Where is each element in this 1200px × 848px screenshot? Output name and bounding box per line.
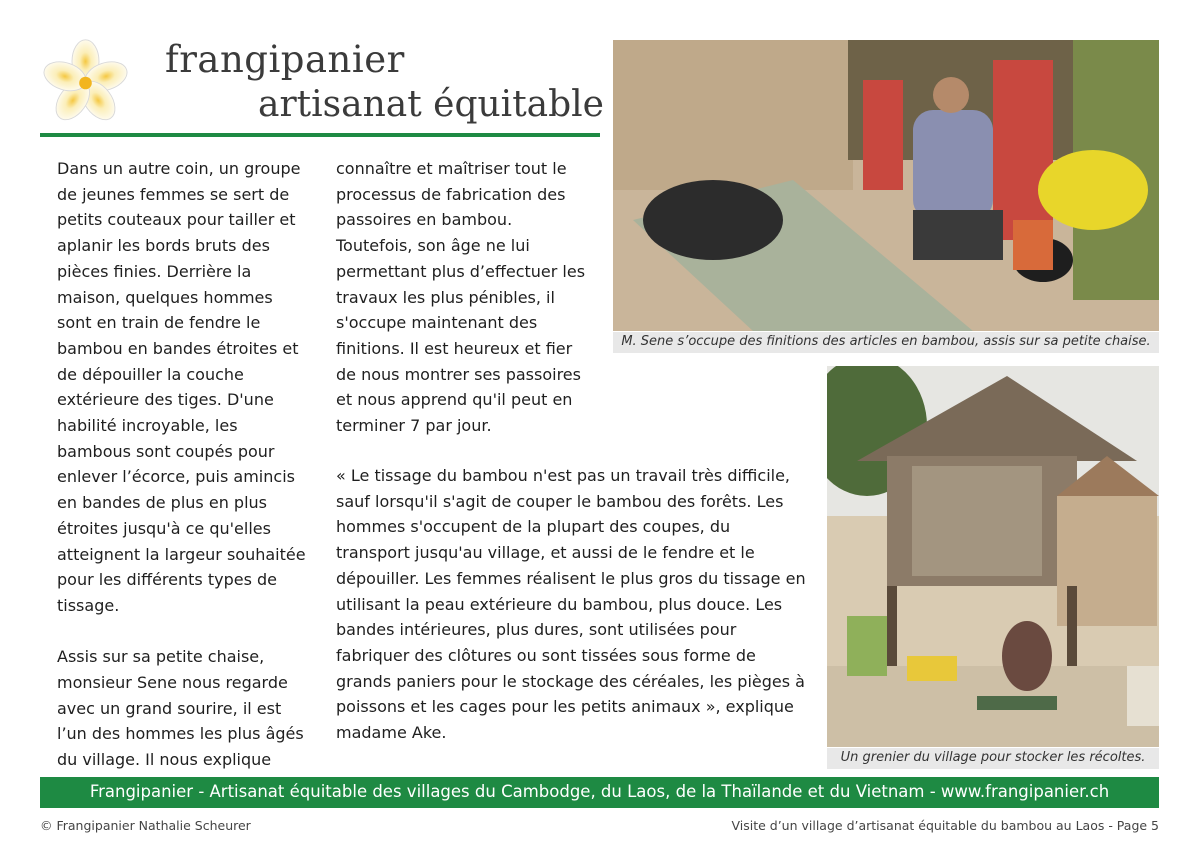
brand-tagline: artisanat équitable	[258, 84, 604, 125]
page-info: Visite d’un village d’artisanat équitable du bambou au Laos - Page 5	[731, 818, 1159, 833]
frangipani-flower-logo	[38, 38, 133, 128]
brand-name: frangipanier	[165, 38, 405, 81]
header-rule	[40, 133, 600, 137]
copyright-text: © Frangipanier Nathalie Scheurer	[40, 818, 251, 833]
photo-caption-1: M. Sene s’occupe des finitions des articles en bambou, assis sur sa petite chaise.	[613, 332, 1159, 353]
column1-paragraph-1: Dans un autre coin, un groupe de jeunes femmes se sert de petits couteaux pour tailler et aplanir les bords bruts des pièces finies. Derrière la maison, quelques hommes sont en train de fendre le bambou en bandes étroites et de dépouiller la couche extérieure des tiges. D'une habilité incroyable, les bambous sont coupés pour enlever l’écorce, puis amincis en bandes de plus en plus étroites jusqu'à ce qu'elles atteignent la largeur souhaitée pour les différents types de tissage.	[57, 159, 306, 615]
photo-man-weaving	[613, 40, 1159, 331]
text-column-2-quote	[336, 463, 806, 746]
photo-caption-2: Un grenier du village pour stocker les récoltes.	[827, 748, 1159, 769]
photo-village-granary	[827, 366, 1159, 747]
footer-banner: Frangipanier - Artisanat équitable des villages du Cambodge, du Laos, de la Thaïlande et du Vietnam - www.frangipanier.ch	[40, 777, 1159, 808]
column2-paragraph-2: « Le tissage du bambou n'est pas un travail très difficile, sauf lorsqu'il s'agit de couper le bambou des forêts. Les hommes s'occupent de la plupart des coupes, du transport jusqu'au village, et aussi de le fendre et le dépouiller. Les femmes réalisent le plus gros du tissage en utilisant la peau extérieure du bambou, plus douce. Les bandes intérieures, plus dures, sont utilisées pour fabriquer des clôtures ou sont tissées sous forme de grands paniers pour le stockage des céréales, les pièges à poissons et les cages pour les petits animaux », explique madame Ake.	[336, 466, 806, 743]
column1-paragraph-2: Assis sur sa petite chaise, monsieur Sene nous regarde avec un grand sourire, il est l’un des hommes les plus âgés du village. Il nous explique	[57, 647, 304, 770]
text-column-1	[57, 156, 307, 773]
text-column-2	[336, 156, 586, 439]
column2-paragraph-1: connaître et maîtriser tout le processus de fabrication des passoires en bambou. Toutefois, son âge ne lui permettant plus d’effectuer les travaux les plus pénibles, il s'occupe maintenant des finitions. Il est heureux et fier de nous montrer ses passoires et nous apprend qu'il peut en terminer 7 par jour.	[336, 159, 586, 436]
